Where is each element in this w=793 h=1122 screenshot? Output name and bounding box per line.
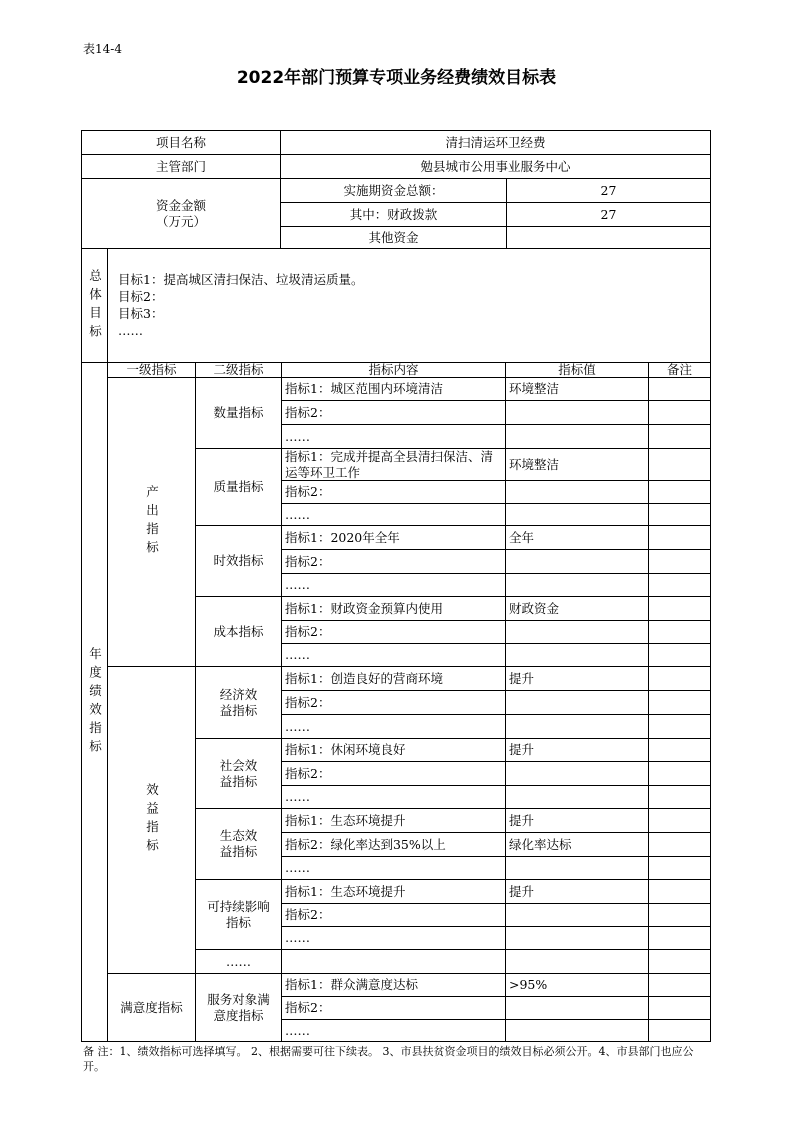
fund-amount-title: 资金金额 xyxy=(155,197,206,213)
sub-quality: 质量指标 xyxy=(195,448,282,526)
header-remark: 备注 xyxy=(648,362,711,378)
fiscal-funds-value: 27 xyxy=(506,202,711,227)
indicator-value: 提升 xyxy=(505,879,649,904)
indicator-content: 指标2：绿化率达到35%以上 xyxy=(281,832,506,857)
indicator-remark xyxy=(648,856,711,880)
indicator-remark xyxy=(648,643,711,667)
indicator-remark xyxy=(648,949,711,974)
department-value: 勉县城市公用事业服务中心 xyxy=(280,154,711,179)
indicator-remark xyxy=(648,714,711,739)
other-funds-value xyxy=(506,226,711,249)
total-funds-label: 实施期资金总额： xyxy=(280,178,507,203)
other-funds-label: 其他资金 xyxy=(280,226,507,249)
header-level2: 二级指标 xyxy=(195,362,282,378)
indicator-remark xyxy=(648,761,711,786)
indicator-content: …… xyxy=(281,643,506,667)
footnote: 备 注：1、绩效指标可选择填写。 2、根据需要可往下续表。 3、市县扶贫资金项目的绩效目标必须公开。4、市县部门也应公开。 xyxy=(83,1045,694,1073)
indicator-value: 提升 xyxy=(505,738,649,762)
indicator-content: 指标1：完成并提高全县清扫保洁、清运等环卫工作 xyxy=(281,448,506,481)
overall-goal-line: 目标1：提高城区清扫保洁、垃圾清运质量。 xyxy=(118,272,364,287)
indicator-content xyxy=(281,949,506,974)
indicator-content: …… xyxy=(281,1019,506,1042)
indicator-remark xyxy=(648,738,711,762)
indicator-remark xyxy=(648,879,711,904)
table-number: 表14-4 xyxy=(83,42,122,56)
indicator-remark xyxy=(648,996,711,1020)
department-label: 主管部门 xyxy=(81,154,281,179)
indicator-value: 全年 xyxy=(505,525,649,550)
indicator-value xyxy=(505,903,649,927)
header-content: 指标内容 xyxy=(281,362,506,378)
overall-goal-line: …… xyxy=(118,323,143,338)
indicator-content: 指标2： xyxy=(281,996,506,1020)
indicator-value xyxy=(505,549,649,574)
indicator-content: …… xyxy=(281,714,506,739)
overall-goal-content xyxy=(107,248,711,363)
annual-indicator-label: 年度绩效指标 xyxy=(81,362,108,1042)
indicator-content: 指标2： xyxy=(281,400,506,425)
indicator-content: 指标1：休闲环境良好 xyxy=(281,738,506,762)
indicator-value xyxy=(505,480,649,504)
indicator-value xyxy=(505,714,649,739)
indicator-remark xyxy=(648,690,711,715)
indicator-content: 指标2： xyxy=(281,480,506,504)
indicator-content: 指标1：创造良好的营商环境 xyxy=(281,666,506,691)
indicator-remark xyxy=(648,973,711,997)
performance-table xyxy=(81,130,711,1042)
fund-amount-label xyxy=(81,178,281,249)
indicator-content: …… xyxy=(281,424,506,449)
indicator-remark xyxy=(648,666,711,691)
indicator-remark xyxy=(648,503,711,526)
indicator-content: …… xyxy=(281,573,506,597)
indicator-value: 提升 xyxy=(505,666,649,691)
indicator-remark xyxy=(648,377,711,401)
sub-sustainable: 可持续影响指标 xyxy=(195,879,282,950)
indicator-remark xyxy=(648,573,711,597)
sub-quantity: 数量指标 xyxy=(195,377,282,449)
indicator-remark xyxy=(648,785,711,809)
indicator-value xyxy=(505,503,649,526)
header-value: 指标值 xyxy=(505,362,649,378)
group-output: 产出指标 xyxy=(107,377,196,667)
fiscal-funds-label: 其中：财政拨款 xyxy=(280,202,507,227)
indicator-remark xyxy=(648,620,711,644)
indicator-value: 环境整洁 xyxy=(505,448,649,481)
indicator-remark xyxy=(648,424,711,449)
indicator-content: 指标1：城区范围内环境清洁 xyxy=(281,377,506,401)
indicator-content: 指标2： xyxy=(281,690,506,715)
sub-ecological: 生态效益指标 xyxy=(195,808,282,880)
indicator-content: 指标1：生态环境提升 xyxy=(281,808,506,833)
sub-economic: 经济效益指标 xyxy=(195,666,282,739)
indicator-content: …… xyxy=(281,926,506,950)
overall-goal-label: 总体目标 xyxy=(81,248,108,363)
indicator-value xyxy=(505,424,649,449)
indicator-value xyxy=(505,785,649,809)
indicator-value: 绿化率达标 xyxy=(505,832,649,857)
indicator-content: …… xyxy=(281,856,506,880)
page-title: 2022年部门预算专项业务经费绩效目标表 xyxy=(236,68,557,88)
indicator-value xyxy=(505,1019,649,1042)
indicator-content: 指标1：2020年全年 xyxy=(281,525,506,550)
indicator-value xyxy=(505,856,649,880)
indicator-remark xyxy=(648,832,711,857)
overall-goal-line: 目标2： xyxy=(118,289,164,304)
indicator-content: 指标1：财政资金预算内使用 xyxy=(281,596,506,621)
fund-amount-unit: （万元） xyxy=(155,213,206,229)
sub-service: 服务对象满意度指标 xyxy=(195,973,282,1042)
indicator-content: …… xyxy=(281,503,506,526)
header-level1: 一级指标 xyxy=(107,362,196,378)
total-funds-value: 27 xyxy=(506,178,711,203)
sub-cost: 成本指标 xyxy=(195,596,282,667)
indicator-content: 指标1：生态环境提升 xyxy=(281,879,506,904)
indicator-value: 财政资金 xyxy=(505,596,649,621)
overall-goal-line: 目标3： xyxy=(118,306,164,321)
indicator-value xyxy=(505,643,649,667)
indicator-remark xyxy=(648,808,711,833)
project-name-label: 项目名称 xyxy=(81,130,281,155)
indicator-value xyxy=(505,690,649,715)
sub-effect-ellipsis: …… xyxy=(195,949,282,974)
indicator-value: 环境整洁 xyxy=(505,377,649,401)
indicator-value: 提升 xyxy=(505,808,649,833)
project-name-value: 清扫清运环卫经费 xyxy=(280,130,711,155)
group-satisfaction: 满意度指标 xyxy=(107,973,196,1042)
indicator-content: …… xyxy=(281,785,506,809)
indicator-remark xyxy=(648,525,711,550)
sub-timeliness: 时效指标 xyxy=(195,525,282,597)
indicator-remark xyxy=(648,549,711,574)
indicator-remark xyxy=(648,1019,711,1042)
indicator-value xyxy=(505,620,649,644)
indicator-value xyxy=(505,761,649,786)
indicator-remark xyxy=(648,448,711,481)
indicator-remark xyxy=(648,400,711,425)
sub-social: 社会效益指标 xyxy=(195,738,282,809)
indicator-content: 指标1：群众满意度达标 xyxy=(281,973,506,997)
indicator-value xyxy=(505,926,649,950)
indicator-remark xyxy=(648,926,711,950)
indicator-value: >95% xyxy=(505,973,649,997)
indicator-remark xyxy=(648,903,711,927)
indicator-content: 指标2： xyxy=(281,903,506,927)
indicator-content: 指标2： xyxy=(281,549,506,574)
indicator-value xyxy=(505,949,649,974)
group-effect: 效益指标 xyxy=(107,666,196,974)
indicator-content: 指标2： xyxy=(281,620,506,644)
indicator-value xyxy=(505,996,649,1020)
indicator-value xyxy=(505,573,649,597)
indicator-content: 指标2： xyxy=(281,761,506,786)
indicator-remark xyxy=(648,596,711,621)
indicator-remark xyxy=(648,480,711,504)
indicator-value xyxy=(505,400,649,425)
